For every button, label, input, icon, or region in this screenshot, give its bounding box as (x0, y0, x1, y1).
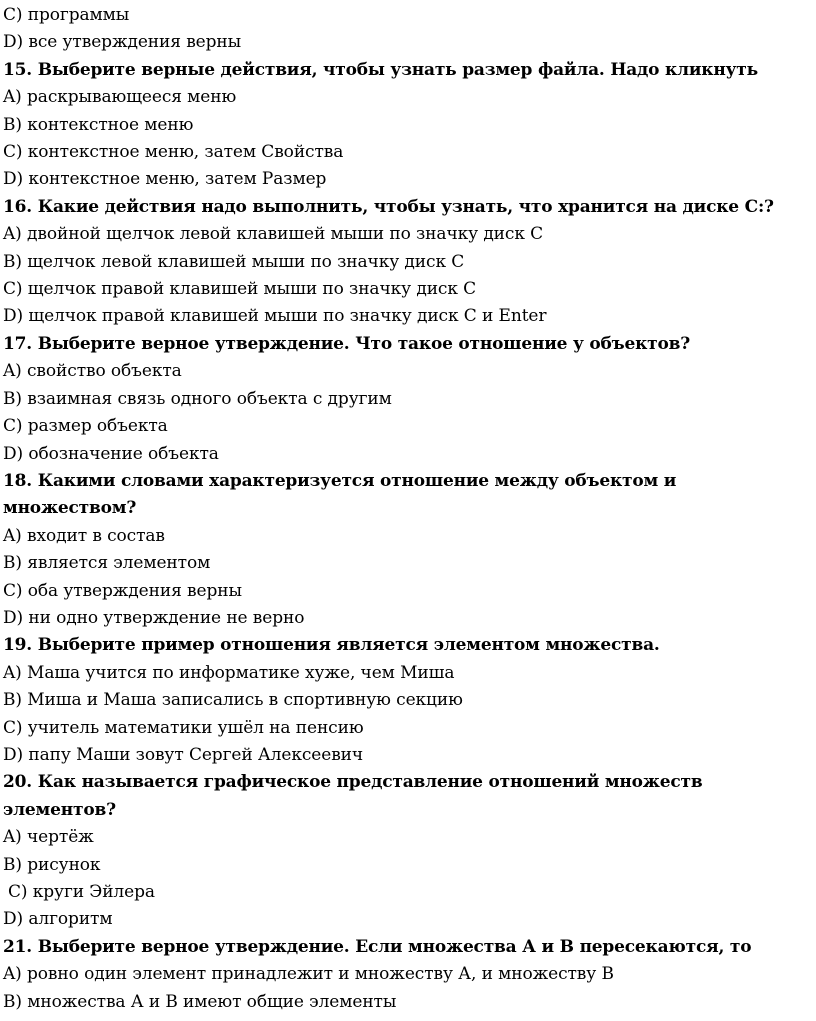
answer-option: B) щелчок левой клавишей мыши по значку диск С (3, 251, 465, 272)
question-heading: 16. Какие действия надо выполнить, чтобы узнать, что хранится на диске С:? (3, 196, 774, 217)
answer-option: C) размер объекта (3, 416, 168, 437)
answer-option: A) свойство объекта (3, 361, 182, 382)
answer-option: A) Маша учится по информатике хуже, чем Миша (3, 662, 455, 683)
answer-option: D) контекстное меню, затем Размер (3, 169, 327, 190)
answer-option: A) ровно один элемент принадлежит и множеству А, и множеству В (3, 964, 614, 985)
answer-option: A) раскрывающееся меню (3, 87, 237, 108)
question-heading: 18. Какими словами характеризуется отношение между объектом и (3, 470, 677, 491)
question-heading: 17. Выберите верное утверждение. Что такое отношение у объектов? (3, 333, 690, 354)
document-page (3, 2, 811, 1016)
question-heading: 21. Выберите верное утверждение. Если множества А и В пересекаются, то (3, 936, 752, 957)
answer-option: С) программы (3, 5, 130, 25)
answer-option: A) входит в состав (3, 525, 165, 546)
answer-option: D) ни одно утверждение не верно (3, 607, 305, 628)
answer-option: B) контекстное меню (3, 114, 194, 135)
answer-option: C) круги Эйлера (8, 882, 155, 902)
answer-option: B) рисунок (3, 854, 101, 875)
answer-option: C) оба утверждения верны (3, 580, 242, 601)
answer-option: B) Миша и Маша записались в спортивную секцию (3, 690, 463, 711)
question-heading: 20. Как называется графическое представление отношений множеств (3, 772, 703, 793)
answer-option: D) алгоритм (3, 909, 113, 930)
answer-option: D) обозначение объекта (3, 443, 219, 464)
answer-option: D) папу Маши зовут Сергей Алексеевич (3, 744, 364, 765)
answer-option: A) двойной щелчок левой клавишей мыши по значку диск С (3, 224, 544, 245)
answer-option: D) щелчок правой клавишей мыши по значку диск С и Enter (3, 306, 547, 327)
answer-option: B) является элементом (3, 553, 211, 574)
answer-option: C) контекстное меню, затем Свойства (3, 142, 344, 163)
answer-option: B) множества А и В имеют общие элементы (3, 991, 397, 1012)
answer-option: C) учитель математики ушёл на пенсию (3, 717, 364, 738)
answer-option: B) взаимная связь одного объекта с другим (3, 388, 392, 409)
answer-option: D) все утверждения верны (3, 32, 242, 53)
answer-option: C) щелчок правой клавишей мыши по значку диск С (3, 279, 477, 300)
question-heading: 15. Выберите верные действия, чтобы узнать размер файла. Надо кликнуть (3, 59, 758, 80)
question-heading-continued: множеством? (3, 498, 137, 519)
question-heading-continued: элементов? (3, 799, 116, 820)
question-heading: 19. Выберите пример отношения является элементом множества. (3, 635, 660, 656)
answer-option: A) чертёж (3, 827, 94, 848)
